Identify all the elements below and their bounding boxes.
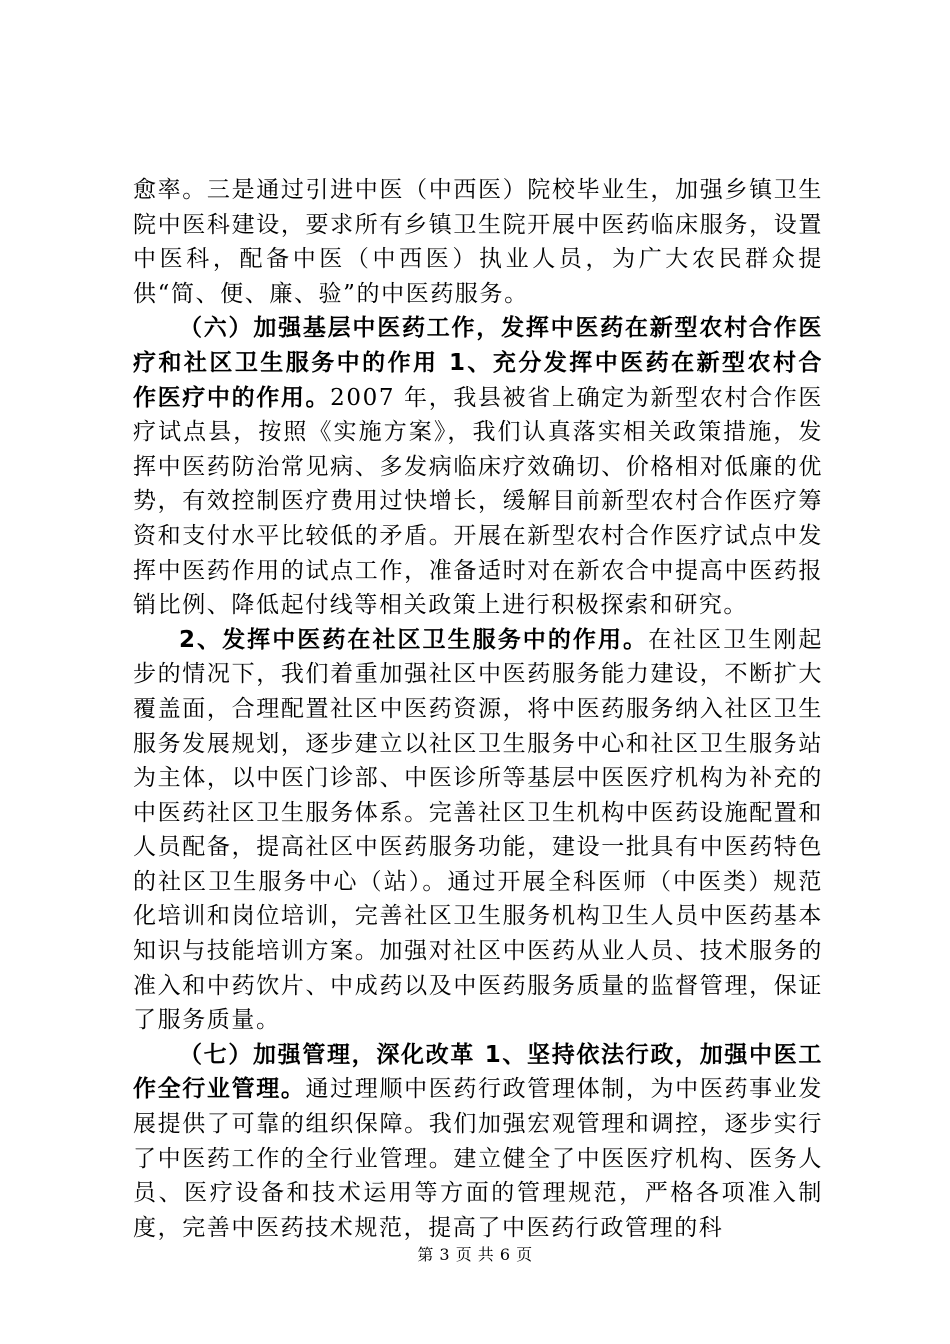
paragraph-2-text: 2007 年，我县被省上确定为新型农村合作医疗试点县，按照《实施方案》，我们认真落实相关政策措施，发挥中医药防治常见病、多发病临床疗效确切、价格相对低廉的优势，有效控制医疗费用过快增长，缓解目前新型农村合作医疗筹资和支付水平比较低的矛盾。开展在新型农村合作医疗试点中发挥中医药作用的试点工作，准备适时对在新农合中提高中医药报销比例、降低起付线等相关政策上进行积极探索和研究。 [133,384,823,619]
paragraph-4-heading: （七）加强管理，深化改革 1、坚持依法行政，加强中医工作全行业管理。 [133,1041,823,1103]
page-footer [0,1242,950,1265]
paragraph-4 [133,1038,823,1246]
paragraph-3-heading: 2、发挥中医药在社区卫生服务中的作用。 [179,626,649,653]
paragraph-3-text: 在社区卫生刚起步的情况下，我们着重加强社区中医药服务能力建设，不断扩大覆盖面，合理配置社区中医药资源，将中医药服务纳入社区卫生服务发展规划，逐步建立以社区卫生服务中心和社区卫生服务站为主体，以中医门诊部、中医诊所等基层中医医疗机构为补充的中医药社区卫生服务体系。完善社区卫生机构中医药设施配置和人员配备，提高社区中医药服务功能，建设一批具有中医药特色的社区卫生服务中心（站）。通过开展全科医师（中医类）规范化培训和岗位培训，完善社区卫生服务机构卫生人员中医药基本知识与技能培训方案。加强对社区中医药从业人员、技术服务的准入和中药饮片、中成药以及中医药服务质量的监督管理，保证了服务质量。 [133,626,823,1034]
paragraph-1 [133,173,823,311]
paragraph-2-heading: （六）加强基层中医药工作，发挥中医药在新型农村合作医疗和社区卫生服务中的作用 1、充分发挥中医药在新型农村合作医疗中的作用。 [133,315,823,411]
paragraph-2 [133,311,823,622]
paragraph-1-text: 愈率。三是通过引进中医（中西医）院校毕业生，加强乡镇卫生院中医科建设，要求所有乡镇卫生院开展中医药临床服务，设置中医科，配备中医（中西医）执业人员，为广大农民群众提供“简、便、廉、验”的中医药服务。 [133,177,823,307]
paragraph-4-text: 通过理顺中医药行政管理体制，为中医药事业发展提供了可靠的组织保障。我们加强宏观管理和调控，逐步实行了中医药工作的全行业管理。建立健全了中医医疗机构、医务人员、医疗设备和技术运用等方面的管理规范，严格各项准入制度，完善中医药技术规范，提高了中医药行政管理的科 [133,1076,823,1241]
paragraph-3 [133,623,823,1038]
document-body [133,173,823,1245]
page-number: 第 3 页 共 6 页 [417,1245,533,1264]
